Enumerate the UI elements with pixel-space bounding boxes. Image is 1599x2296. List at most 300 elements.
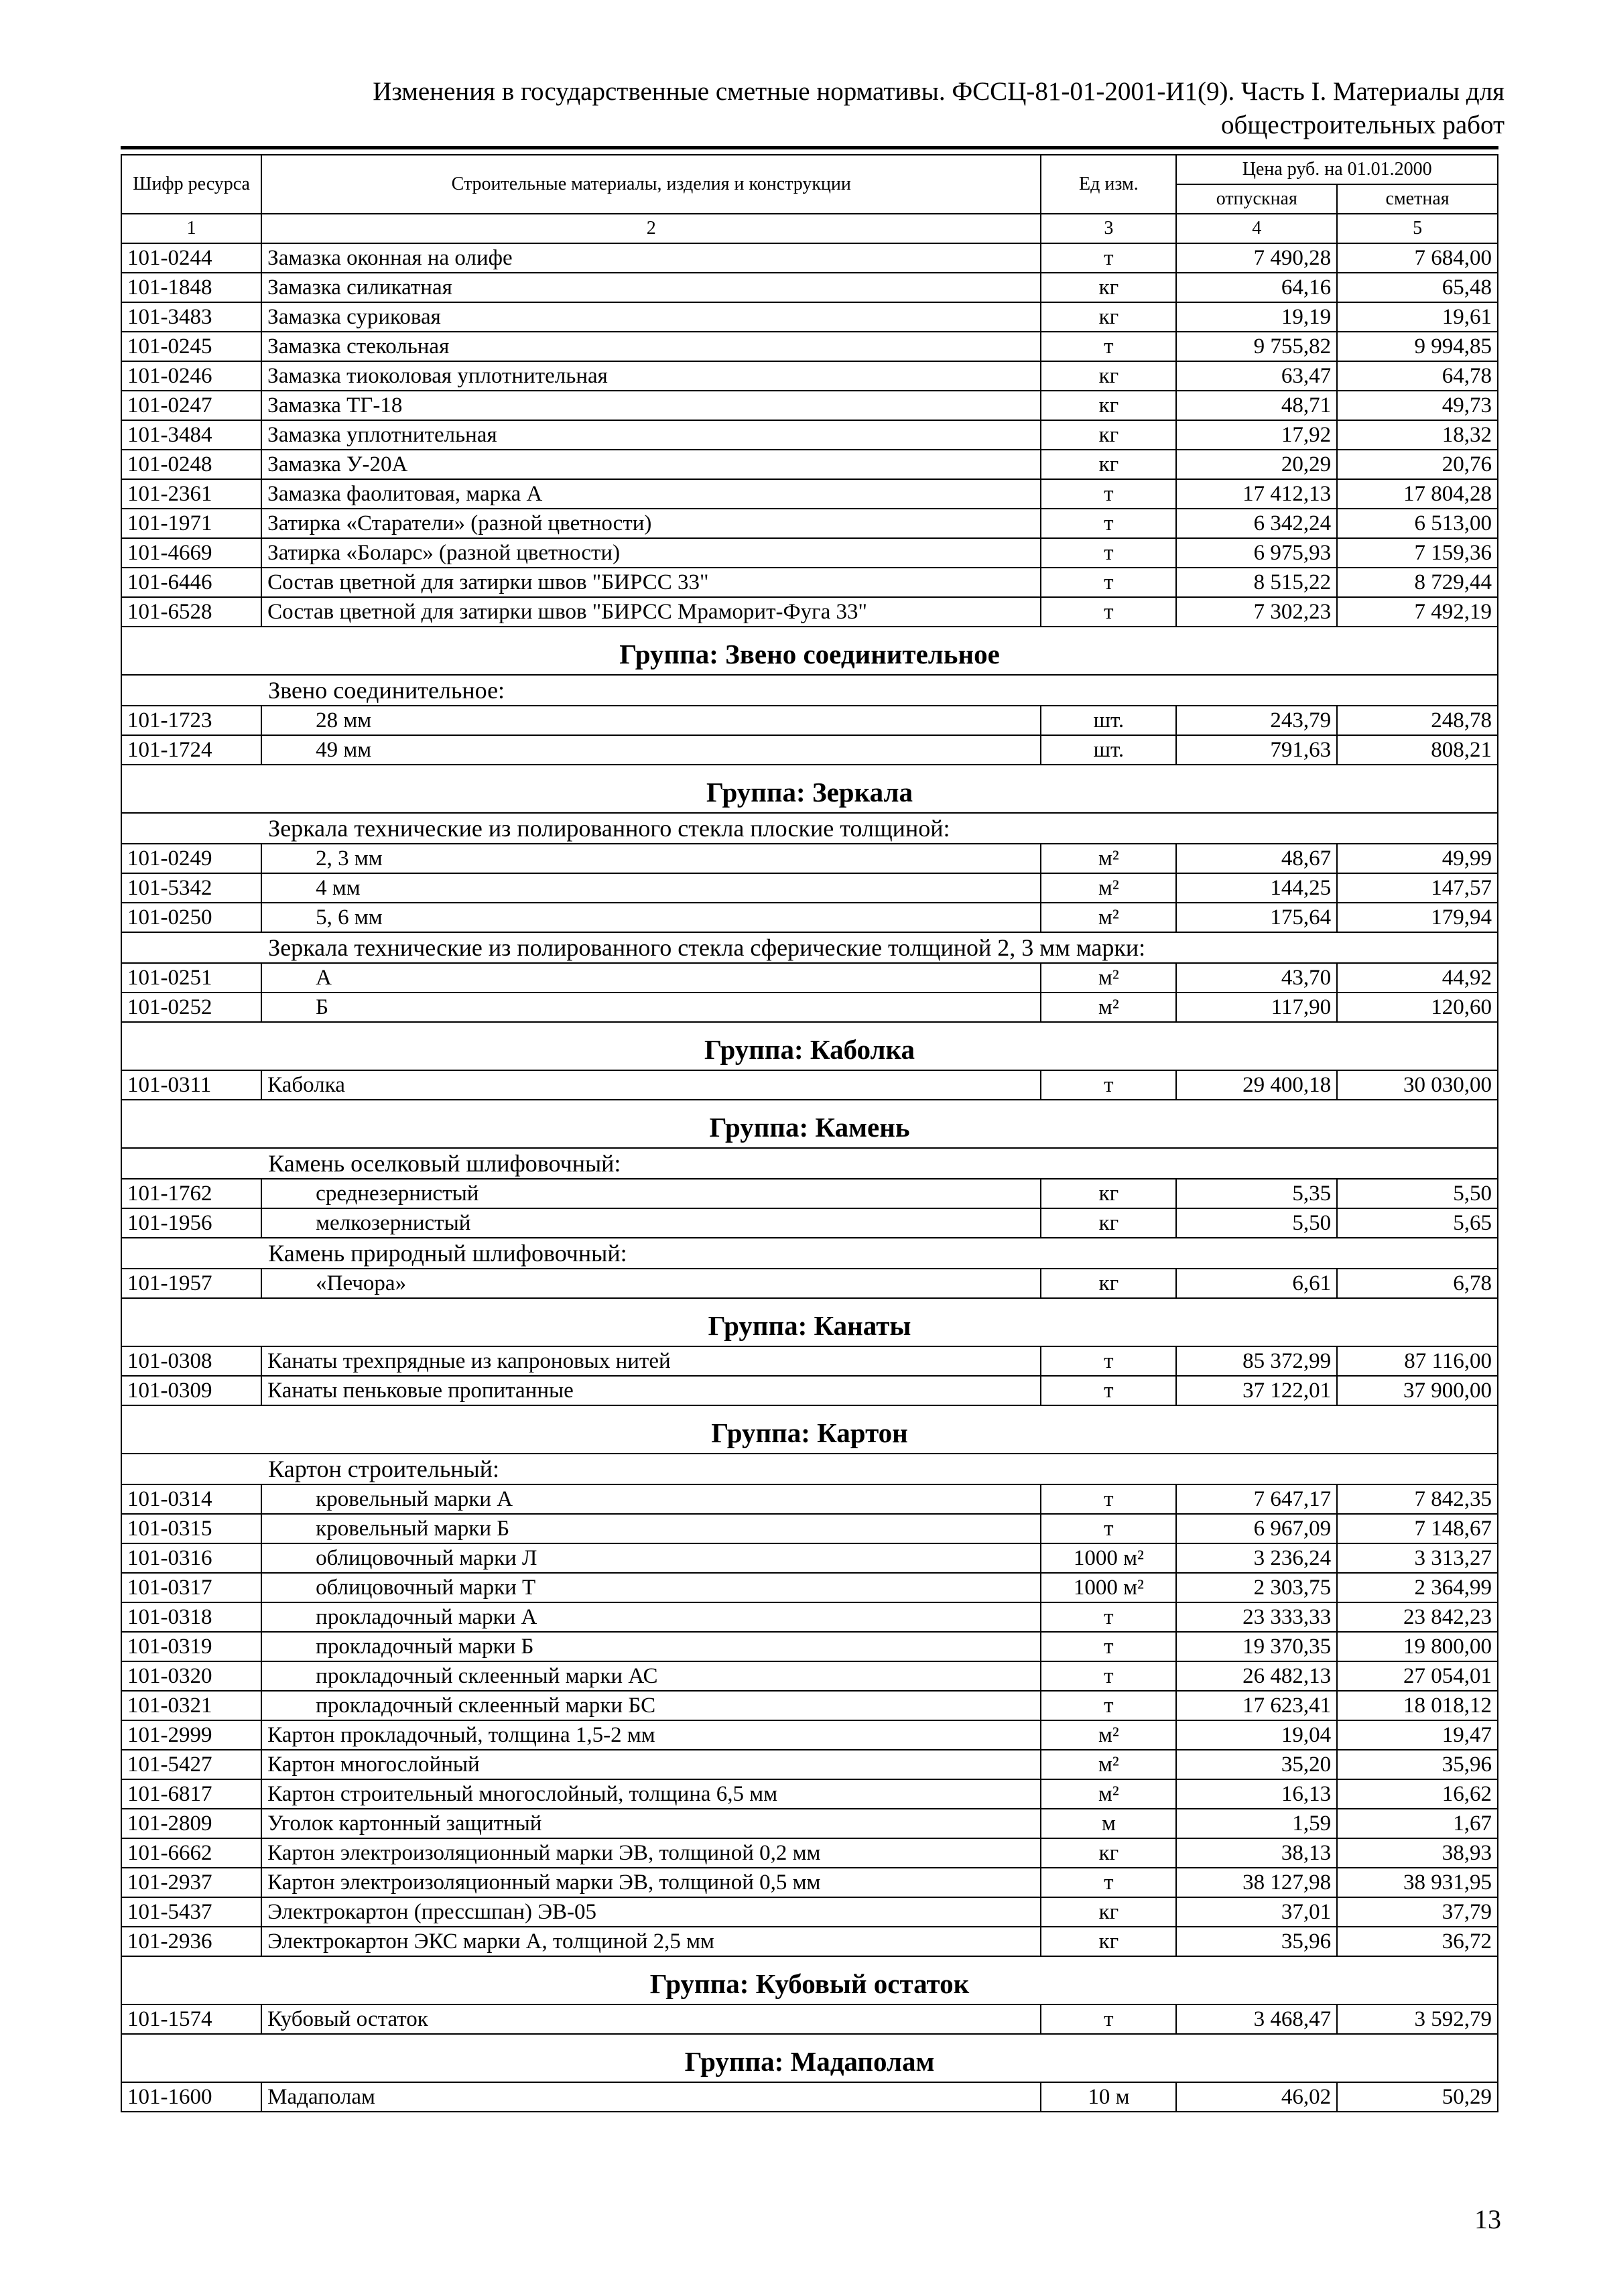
estimate-price: 30 030,00 bbox=[1337, 1070, 1498, 1100]
table-row bbox=[121, 844, 1498, 873]
material-name: прокладочный марки Б bbox=[261, 1632, 1041, 1661]
unit: м² bbox=[1041, 1779, 1176, 1809]
unit: м bbox=[1041, 1809, 1176, 1838]
unit: кг bbox=[1041, 1838, 1176, 1868]
material-name: Электрокартон (прессшпан) ЭВ-05 bbox=[261, 1897, 1041, 1927]
table-row bbox=[121, 509, 1498, 538]
material-name: Картон строительный многослойный, толщина 6,5 мм bbox=[261, 1779, 1041, 1809]
unit: т bbox=[1041, 538, 1176, 568]
header-line-2: общестроительных работ bbox=[1221, 111, 1505, 139]
release-price: 64,16 bbox=[1176, 273, 1337, 302]
estimate-price: 6 513,00 bbox=[1337, 509, 1498, 538]
table-row bbox=[121, 538, 1498, 568]
subgroup-title: Картон строительный: bbox=[261, 1454, 1498, 1484]
resource-code: 101-5427 bbox=[121, 1750, 261, 1779]
unit: м² bbox=[1041, 903, 1176, 932]
release-price: 243,79 bbox=[1176, 706, 1337, 735]
unit: т bbox=[1041, 1661, 1176, 1691]
unit: кг bbox=[1041, 1269, 1176, 1298]
subgroup-row bbox=[121, 1454, 1498, 1484]
estimate-price: 35,96 bbox=[1337, 1750, 1498, 1779]
material-name: 28 мм bbox=[261, 706, 1041, 735]
price-table bbox=[121, 154, 1498, 2112]
table-row bbox=[121, 1376, 1498, 1405]
unit: кг bbox=[1041, 273, 1176, 302]
release-price: 48,67 bbox=[1176, 844, 1337, 873]
material-name: Замазка тиоколовая уплотнительная bbox=[261, 361, 1041, 391]
group-title: Группа: Зеркала bbox=[121, 765, 1498, 813]
group-row bbox=[121, 2034, 1498, 2082]
material-name: 2, 3 мм bbox=[261, 844, 1041, 873]
unit: кг bbox=[1041, 1179, 1176, 1208]
table-row bbox=[121, 597, 1498, 627]
header-rule bbox=[121, 146, 1498, 149]
estimate-price: 37,79 bbox=[1337, 1897, 1498, 1927]
column-number-row bbox=[121, 214, 1498, 243]
resource-code: 101-0247 bbox=[121, 391, 261, 420]
col-header-name: Строительные материалы, изделия и конструкции bbox=[261, 155, 1041, 214]
group-title: Группа: Кубовый остаток bbox=[121, 1956, 1498, 2004]
unit: кг bbox=[1041, 1208, 1176, 1238]
estimate-price: 5,50 bbox=[1337, 1179, 1498, 1208]
unit: м² bbox=[1041, 1750, 1176, 1779]
estimate-price: 18 018,12 bbox=[1337, 1691, 1498, 1720]
subgroup-row bbox=[121, 813, 1498, 844]
estimate-price: 7 684,00 bbox=[1337, 243, 1498, 273]
release-price: 791,63 bbox=[1176, 735, 1337, 765]
table-row bbox=[121, 1179, 1498, 1208]
unit: т bbox=[1041, 1514, 1176, 1543]
table-row bbox=[121, 1573, 1498, 1602]
unit: т bbox=[1041, 1691, 1176, 1720]
col-number-4: 4 bbox=[1176, 214, 1337, 243]
estimate-price: 5,65 bbox=[1337, 1208, 1498, 1238]
estimate-price: 87 116,00 bbox=[1337, 1346, 1498, 1376]
table-row bbox=[121, 903, 1498, 932]
group-row bbox=[121, 1298, 1498, 1346]
table-row bbox=[121, 706, 1498, 735]
material-name: Замазка оконная на олифе bbox=[261, 243, 1041, 273]
release-price: 6 342,24 bbox=[1176, 509, 1337, 538]
group-title: Группа: Картон bbox=[121, 1405, 1498, 1454]
estimate-price: 19 800,00 bbox=[1337, 1632, 1498, 1661]
material-name: Замазка уплотнительная bbox=[261, 420, 1041, 450]
release-price: 9 755,82 bbox=[1176, 332, 1337, 361]
table-row bbox=[121, 1838, 1498, 1868]
group-title: Группа: Звено соединительное bbox=[121, 627, 1498, 675]
unit: м² bbox=[1041, 1720, 1176, 1750]
table-row bbox=[121, 568, 1498, 597]
material-name: Канаты пеньковые пропитанные bbox=[261, 1376, 1041, 1405]
material-name: Замазка ТГ-18 bbox=[261, 391, 1041, 420]
table-row bbox=[121, 332, 1498, 361]
resource-code: 101-1574 bbox=[121, 2004, 261, 2034]
estimate-price: 6,78 bbox=[1337, 1269, 1498, 1298]
col-number-1: 1 bbox=[121, 214, 261, 243]
table-row bbox=[121, 1514, 1498, 1543]
estimate-price: 36,72 bbox=[1337, 1927, 1498, 1956]
unit: т bbox=[1041, 1070, 1176, 1100]
table-row bbox=[121, 963, 1498, 993]
resource-code: 101-4669 bbox=[121, 538, 261, 568]
release-price: 3 236,24 bbox=[1176, 1543, 1337, 1573]
estimate-price: 7 492,19 bbox=[1337, 597, 1498, 627]
release-price: 7 302,23 bbox=[1176, 597, 1337, 627]
resource-code: 101-0319 bbox=[121, 1632, 261, 1661]
estimate-price: 27 054,01 bbox=[1337, 1661, 1498, 1691]
resource-code: 101-5437 bbox=[121, 1897, 261, 1927]
resource-code: 101-0249 bbox=[121, 844, 261, 873]
table-row bbox=[121, 1346, 1498, 1376]
resource-code: 101-0248 bbox=[121, 450, 261, 479]
material-name: Картон многослойный bbox=[261, 1750, 1041, 1779]
material-name: прокладочный склеенный марки БС bbox=[261, 1691, 1041, 1720]
material-name: Затирка «Боларс» (разной цветности) bbox=[261, 538, 1041, 568]
col-header-estimate: сметная bbox=[1337, 184, 1498, 214]
table-row bbox=[121, 1070, 1498, 1100]
unit: м² bbox=[1041, 873, 1176, 903]
unit: 10 м bbox=[1041, 2082, 1176, 2112]
page-number: 13 bbox=[1474, 2204, 1501, 2234]
table-row bbox=[121, 1691, 1498, 1720]
group-row bbox=[121, 765, 1498, 813]
unit: т bbox=[1041, 568, 1176, 597]
resource-code: 101-6662 bbox=[121, 1838, 261, 1868]
unit: т bbox=[1041, 332, 1176, 361]
col-header-code: Шифр ресурса bbox=[121, 155, 261, 214]
resource-code: 101-2809 bbox=[121, 1809, 261, 1838]
resource-code: 101-1971 bbox=[121, 509, 261, 538]
release-price: 16,13 bbox=[1176, 1779, 1337, 1809]
table-row bbox=[121, 1720, 1498, 1750]
estimate-price: 120,60 bbox=[1337, 993, 1498, 1022]
material-name: Б bbox=[261, 993, 1041, 1022]
estimate-price: 19,47 bbox=[1337, 1720, 1498, 1750]
material-name: Картон электроизоляционный марки ЭВ, толщиной 0,2 мм bbox=[261, 1838, 1041, 1868]
resource-code: 101-0314 bbox=[121, 1484, 261, 1514]
table-row bbox=[121, 1602, 1498, 1632]
estimate-price: 2 364,99 bbox=[1337, 1573, 1498, 1602]
subgroup-title: Камень оселковый шлифовочный: bbox=[261, 1148, 1498, 1179]
group-row bbox=[121, 1022, 1498, 1070]
release-price: 2 303,75 bbox=[1176, 1573, 1337, 1602]
resource-code: 101-0316 bbox=[121, 1543, 261, 1573]
header-line-1: Изменения в государственные сметные нормативы. ФССЦ-81-01-2001-И1(9). Часть I. Материалы для bbox=[373, 77, 1505, 106]
material-name: 49 мм bbox=[261, 735, 1041, 765]
subgroup-spacer bbox=[121, 813, 261, 844]
estimate-price: 3 592,79 bbox=[1337, 2004, 1498, 2034]
material-name: Замазка фаолитовая, марка А bbox=[261, 479, 1041, 509]
table-row bbox=[121, 302, 1498, 332]
release-price: 1,59 bbox=[1176, 1809, 1337, 1838]
release-price: 37 122,01 bbox=[1176, 1376, 1337, 1405]
resource-code: 101-0250 bbox=[121, 903, 261, 932]
estimate-price: 38,93 bbox=[1337, 1838, 1498, 1868]
group-row bbox=[121, 1100, 1498, 1148]
unit: м² bbox=[1041, 963, 1176, 993]
unit: кг bbox=[1041, 420, 1176, 450]
table-row bbox=[121, 1868, 1498, 1897]
resource-code: 101-1762 bbox=[121, 1179, 261, 1208]
subgroup-spacer bbox=[121, 932, 261, 963]
unit: т bbox=[1041, 479, 1176, 509]
unit: м² bbox=[1041, 993, 1176, 1022]
table-row bbox=[121, 735, 1498, 765]
resource-code: 101-6817 bbox=[121, 1779, 261, 1809]
release-price: 46,02 bbox=[1176, 2082, 1337, 2112]
group-row bbox=[121, 1956, 1498, 2004]
release-price: 6 975,93 bbox=[1176, 538, 1337, 568]
subgroup-row bbox=[121, 1238, 1498, 1269]
material-name: облицовочный марки Л bbox=[261, 1543, 1041, 1573]
estimate-price: 18,32 bbox=[1337, 420, 1498, 450]
group-title: Группа: Канаты bbox=[121, 1298, 1498, 1346]
material-name: среднезернистый bbox=[261, 1179, 1041, 1208]
resource-code: 101-6446 bbox=[121, 568, 261, 597]
resource-code: 101-2999 bbox=[121, 1720, 261, 1750]
resource-code: 101-0244 bbox=[121, 243, 261, 273]
material-name: Состав цветной для затирки швов "БИРСС 33" bbox=[261, 568, 1041, 597]
release-price: 43,70 bbox=[1176, 963, 1337, 993]
estimate-price: 248,78 bbox=[1337, 706, 1498, 735]
release-price: 63,47 bbox=[1176, 361, 1337, 391]
material-name: Замазка стекольная bbox=[261, 332, 1041, 361]
unit: т bbox=[1041, 597, 1176, 627]
unit: кг bbox=[1041, 361, 1176, 391]
table-row bbox=[121, 361, 1498, 391]
release-price: 29 400,18 bbox=[1176, 1070, 1337, 1100]
table-row bbox=[121, 1809, 1498, 1838]
material-name: Затирка «Старатели» (разной цветности) bbox=[261, 509, 1041, 538]
table-row bbox=[121, 1779, 1498, 1809]
estimate-price: 49,99 bbox=[1337, 844, 1498, 873]
subgroup-title: Зеркала технические из полированного стекла плоские толщиной: bbox=[261, 813, 1498, 844]
material-name: 5, 6 мм bbox=[261, 903, 1041, 932]
material-name: прокладочный склеенный марки АС bbox=[261, 1661, 1041, 1691]
release-price: 26 482,13 bbox=[1176, 1661, 1337, 1691]
release-price: 35,96 bbox=[1176, 1927, 1337, 1956]
group-title: Группа: Каболка bbox=[121, 1022, 1498, 1070]
material-name: Состав цветной для затирки швов "БИРСС Мраморит-Фуга 33" bbox=[261, 597, 1041, 627]
unit: т bbox=[1041, 1346, 1176, 1376]
resource-code: 101-0318 bbox=[121, 1602, 261, 1632]
estimate-price: 7 148,67 bbox=[1337, 1514, 1498, 1543]
material-name: мелкозернистый bbox=[261, 1208, 1041, 1238]
unit: т bbox=[1041, 1868, 1176, 1897]
release-price: 37,01 bbox=[1176, 1897, 1337, 1927]
unit: т bbox=[1041, 1632, 1176, 1661]
material-name: Канаты трехпрядные из капроновых нитей bbox=[261, 1346, 1041, 1376]
estimate-price: 9 994,85 bbox=[1337, 332, 1498, 361]
unit: 1000 м² bbox=[1041, 1543, 1176, 1573]
table-row bbox=[121, 1661, 1498, 1691]
unit: м² bbox=[1041, 844, 1176, 873]
unit: т bbox=[1041, 509, 1176, 538]
release-price: 85 372,99 bbox=[1176, 1346, 1337, 1376]
resource-code: 101-1956 bbox=[121, 1208, 261, 1238]
resource-code: 101-0251 bbox=[121, 963, 261, 993]
table-row bbox=[121, 2004, 1498, 2034]
material-name: Каболка bbox=[261, 1070, 1041, 1100]
unit: т bbox=[1041, 1376, 1176, 1405]
group-title: Группа: Мадаполам bbox=[121, 2034, 1498, 2082]
col-number-5: 5 bbox=[1337, 214, 1498, 243]
material-name: Замазка суриковая bbox=[261, 302, 1041, 332]
release-price: 7 490,28 bbox=[1176, 243, 1337, 273]
subgroup-row bbox=[121, 932, 1498, 963]
release-price: 19,04 bbox=[1176, 1720, 1337, 1750]
estimate-price: 1,67 bbox=[1337, 1809, 1498, 1838]
resource-code: 101-0311 bbox=[121, 1070, 261, 1100]
release-price: 175,64 bbox=[1176, 903, 1337, 932]
material-name: Мадаполам bbox=[261, 2082, 1041, 2112]
estimate-price: 44,92 bbox=[1337, 963, 1498, 993]
resource-code: 101-0315 bbox=[121, 1514, 261, 1543]
resource-code: 101-0246 bbox=[121, 361, 261, 391]
resource-code: 101-3484 bbox=[121, 420, 261, 450]
subgroup-title: Звено соединительное: bbox=[261, 675, 1498, 706]
resource-code: 101-1957 bbox=[121, 1269, 261, 1298]
material-name: Уголок картонный защитный bbox=[261, 1809, 1041, 1838]
subgroup-spacer bbox=[121, 1238, 261, 1269]
table-row bbox=[121, 993, 1498, 1022]
estimate-price: 38 931,95 bbox=[1337, 1868, 1498, 1897]
material-name: Замазка У-20А bbox=[261, 450, 1041, 479]
estimate-price: 8 729,44 bbox=[1337, 568, 1498, 597]
resource-code: 101-5342 bbox=[121, 873, 261, 903]
table-row bbox=[121, 1543, 1498, 1573]
group-title: Группа: Камень bbox=[121, 1100, 1498, 1148]
group-row bbox=[121, 1405, 1498, 1454]
release-price: 19 370,35 bbox=[1176, 1632, 1337, 1661]
release-price: 144,25 bbox=[1176, 873, 1337, 903]
release-price: 3 468,47 bbox=[1176, 2004, 1337, 2034]
material-name: прокладочный марки А bbox=[261, 1602, 1041, 1632]
estimate-price: 3 313,27 bbox=[1337, 1543, 1498, 1573]
subgroup-row bbox=[121, 675, 1498, 706]
unit: шт. bbox=[1041, 706, 1176, 735]
resource-code: 101-1723 bbox=[121, 706, 261, 735]
material-name: кровельный марки А bbox=[261, 1484, 1041, 1514]
table-row bbox=[121, 1750, 1498, 1779]
table-row bbox=[121, 1632, 1498, 1661]
unit: шт. bbox=[1041, 735, 1176, 765]
table-row bbox=[121, 273, 1498, 302]
resource-code: 101-0321 bbox=[121, 1691, 261, 1720]
unit: кг bbox=[1041, 1897, 1176, 1927]
release-price: 38 127,98 bbox=[1176, 1868, 1337, 1897]
subgroup-title: Зеркала технические из полированного стекла сферические толщиной 2, 3 мм марки: bbox=[261, 932, 1498, 963]
resource-code: 101-0245 bbox=[121, 332, 261, 361]
release-price: 7 647,17 bbox=[1176, 1484, 1337, 1514]
estimate-price: 17 804,28 bbox=[1337, 479, 1498, 509]
material-name: «Печора» bbox=[261, 1269, 1041, 1298]
document-header bbox=[322, 75, 1505, 142]
subgroup-title: Камень природный шлифовочный: bbox=[261, 1238, 1498, 1269]
resource-code: 101-0309 bbox=[121, 1376, 261, 1405]
estimate-price: 808,21 bbox=[1337, 735, 1498, 765]
col-number-3: 3 bbox=[1041, 214, 1176, 243]
unit: кг bbox=[1041, 1927, 1176, 1956]
release-price: 17 623,41 bbox=[1176, 1691, 1337, 1720]
material-name: Картон электроизоляционный марки ЭВ, толщиной 0,5 мм bbox=[261, 1868, 1041, 1897]
estimate-price: 147,57 bbox=[1337, 873, 1498, 903]
table-row bbox=[121, 1897, 1498, 1927]
release-price: 35,20 bbox=[1176, 1750, 1337, 1779]
estimate-price: 23 842,23 bbox=[1337, 1602, 1498, 1632]
release-price: 19,19 bbox=[1176, 302, 1337, 332]
estimate-price: 179,94 bbox=[1337, 903, 1498, 932]
col-header-price: Цена руб. на 01.01.2000 bbox=[1176, 155, 1498, 184]
table-row bbox=[121, 1484, 1498, 1514]
material-name: облицовочный марки Т bbox=[261, 1573, 1041, 1602]
material-name: Кубовый остаток bbox=[261, 2004, 1041, 2034]
release-price: 8 515,22 bbox=[1176, 568, 1337, 597]
unit: кг bbox=[1041, 450, 1176, 479]
material-name: Электрокартон ЭКС марки А, толщиной 2,5 мм bbox=[261, 1927, 1041, 1956]
release-price: 5,50 bbox=[1176, 1208, 1337, 1238]
release-price: 6,61 bbox=[1176, 1269, 1337, 1298]
table-row bbox=[121, 1208, 1498, 1238]
table-row bbox=[121, 243, 1498, 273]
estimate-price: 50,29 bbox=[1337, 2082, 1498, 2112]
resource-code: 101-1600 bbox=[121, 2082, 261, 2112]
table-header-row bbox=[121, 155, 1498, 184]
estimate-price: 64,78 bbox=[1337, 361, 1498, 391]
estimate-price: 49,73 bbox=[1337, 391, 1498, 420]
table-row bbox=[121, 391, 1498, 420]
table-row bbox=[121, 2082, 1498, 2112]
estimate-price: 19,61 bbox=[1337, 302, 1498, 332]
resource-code: 101-0317 bbox=[121, 1573, 261, 1602]
unit: т bbox=[1041, 2004, 1176, 2034]
estimate-price: 16,62 bbox=[1337, 1779, 1498, 1809]
release-price: 5,35 bbox=[1176, 1179, 1337, 1208]
release-price: 17 412,13 bbox=[1176, 479, 1337, 509]
unit: т bbox=[1041, 243, 1176, 273]
release-price: 6 967,09 bbox=[1176, 1514, 1337, 1543]
material-name: Замазка силикатная bbox=[261, 273, 1041, 302]
material-name: А bbox=[261, 963, 1041, 993]
table-row bbox=[121, 450, 1498, 479]
table-row bbox=[121, 1927, 1498, 1956]
release-price: 48,71 bbox=[1176, 391, 1337, 420]
resource-code: 101-1848 bbox=[121, 273, 261, 302]
resource-code: 101-2937 bbox=[121, 1868, 261, 1897]
resource-code: 101-2936 bbox=[121, 1927, 261, 1956]
subgroup-spacer bbox=[121, 675, 261, 706]
col-header-unit: Ед изм. bbox=[1041, 155, 1176, 214]
resource-code: 101-6528 bbox=[121, 597, 261, 627]
estimate-price: 20,76 bbox=[1337, 450, 1498, 479]
estimate-price: 37 900,00 bbox=[1337, 1376, 1498, 1405]
estimate-price: 65,48 bbox=[1337, 273, 1498, 302]
subgroup-row bbox=[121, 1148, 1498, 1179]
estimate-price: 7 842,35 bbox=[1337, 1484, 1498, 1514]
subgroup-spacer bbox=[121, 1148, 261, 1179]
unit: т bbox=[1041, 1602, 1176, 1632]
material-name: 4 мм bbox=[261, 873, 1041, 903]
resource-code: 101-2361 bbox=[121, 479, 261, 509]
table-row bbox=[121, 1269, 1498, 1298]
estimate-price: 7 159,36 bbox=[1337, 538, 1498, 568]
unit: 1000 м² bbox=[1041, 1573, 1176, 1602]
resource-code: 101-3483 bbox=[121, 302, 261, 332]
resource-code: 101-0308 bbox=[121, 1346, 261, 1376]
subgroup-spacer bbox=[121, 1454, 261, 1484]
table-row bbox=[121, 873, 1498, 903]
unit: т bbox=[1041, 1484, 1176, 1514]
